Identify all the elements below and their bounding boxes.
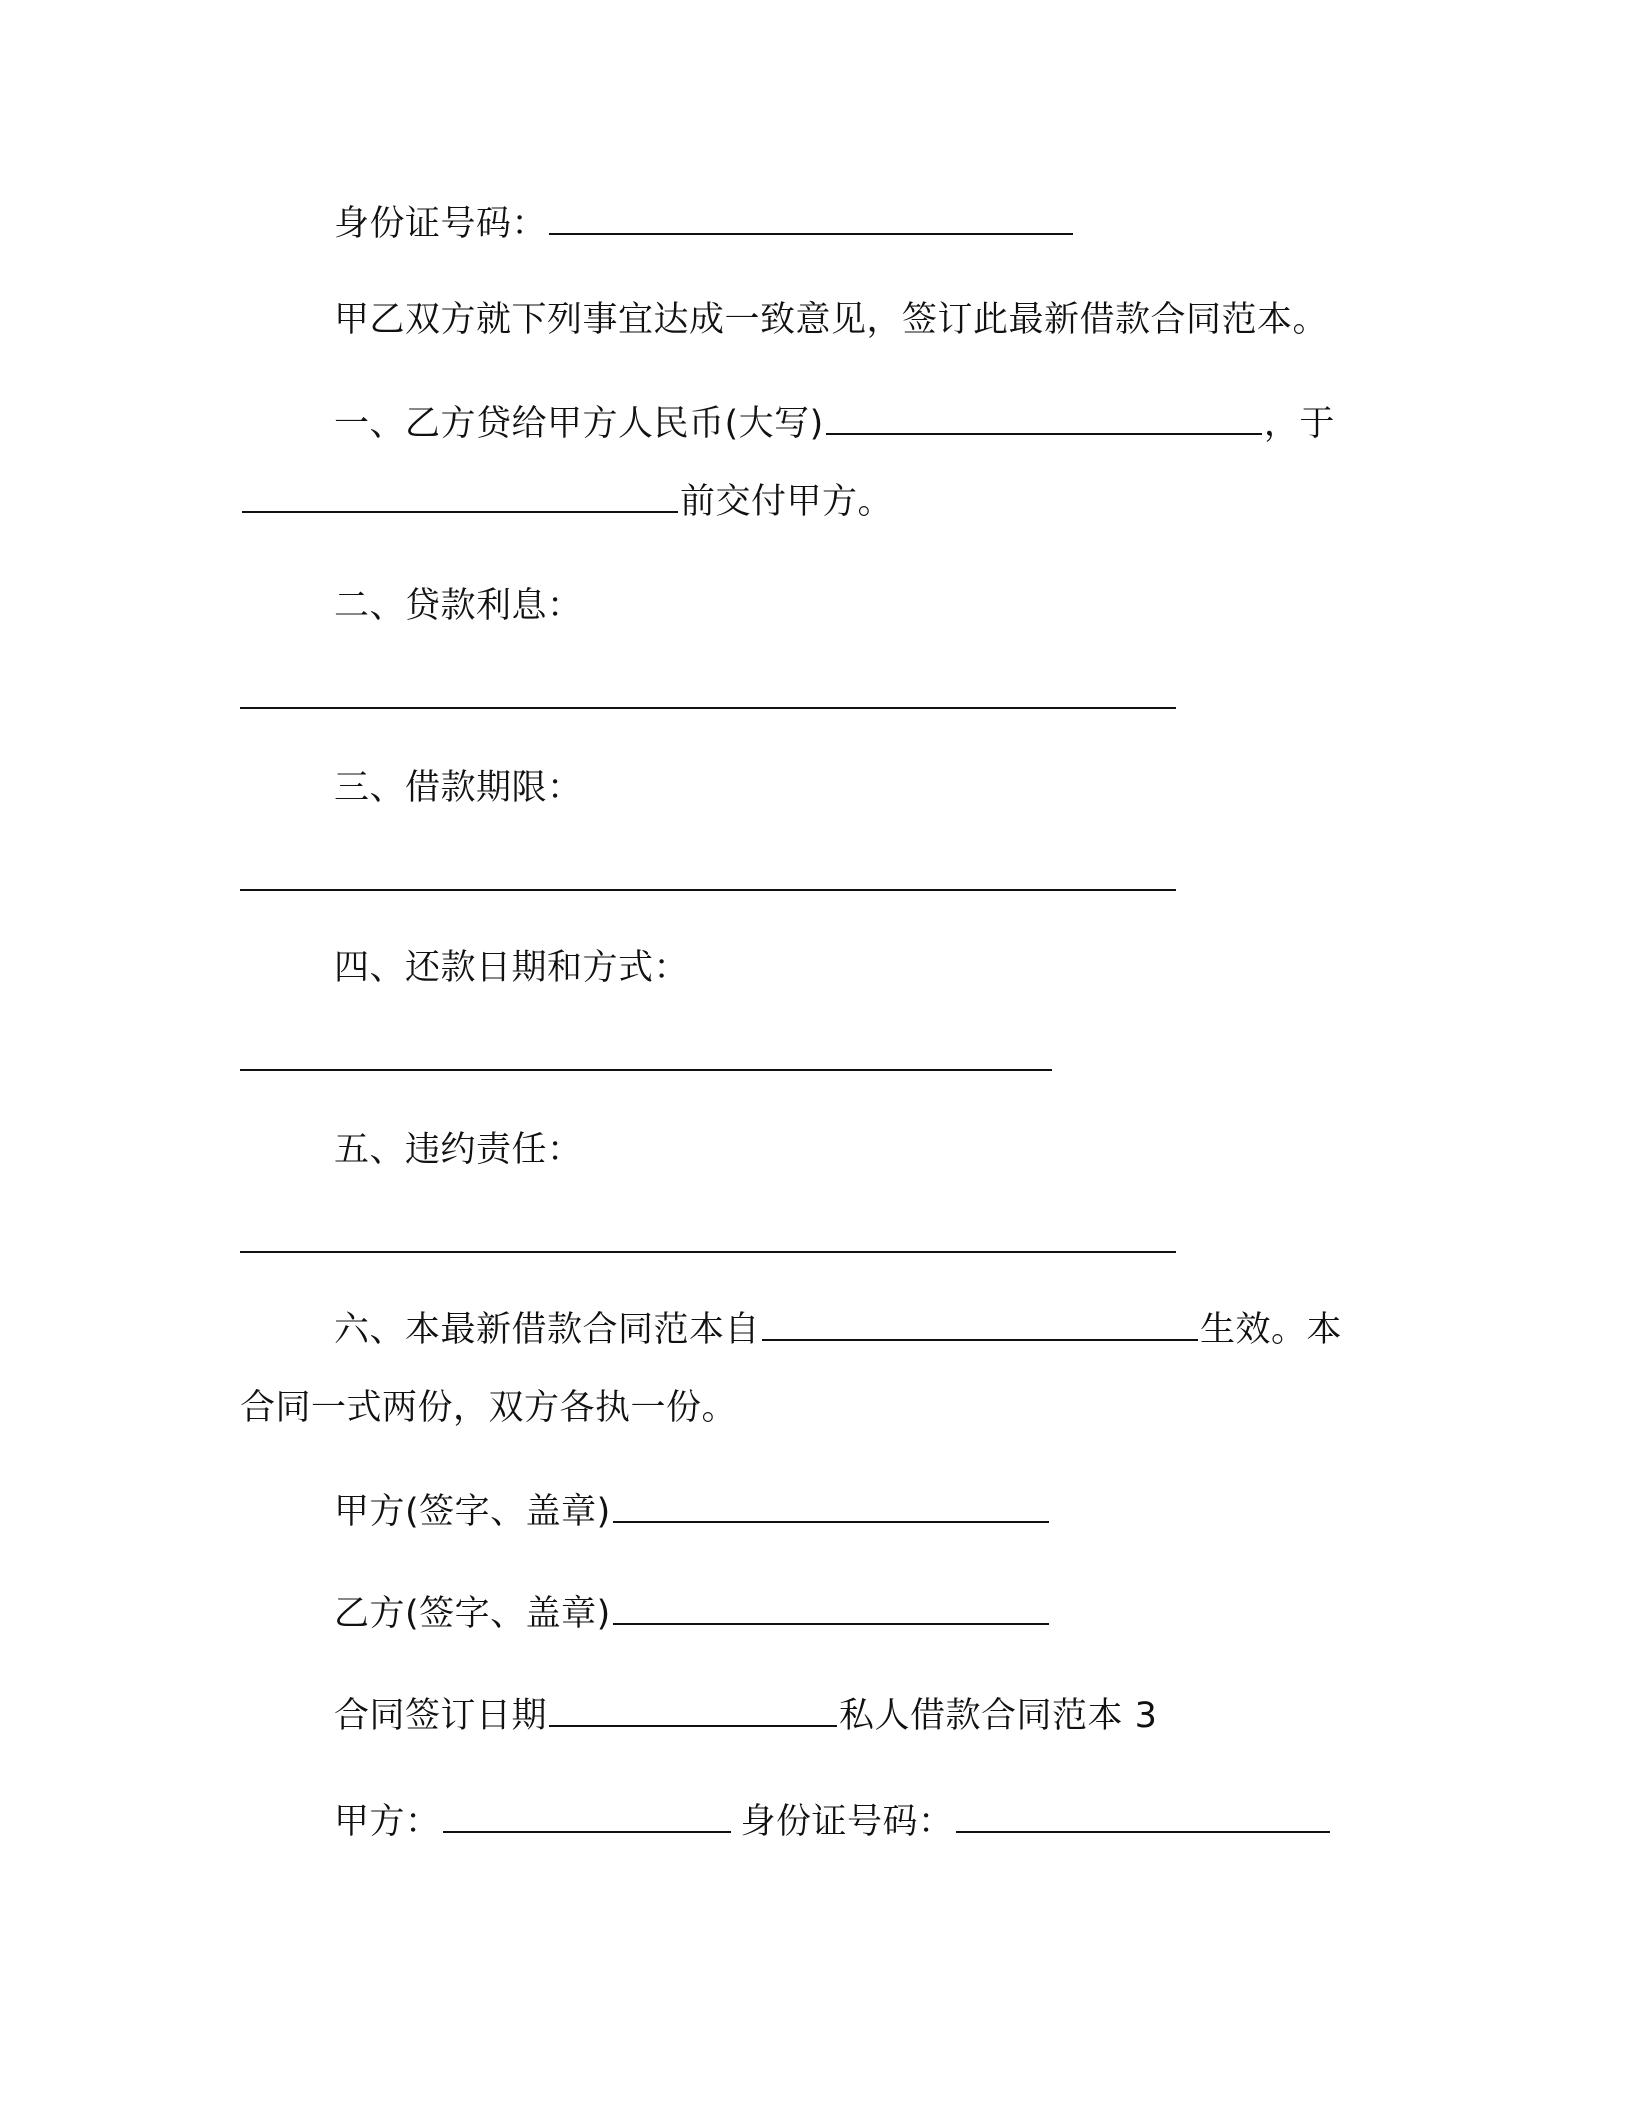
clause6-suffix: 生效。本 <box>1200 1310 1343 1350</box>
clause3-label: 三、借款期限： <box>334 768 583 808</box>
party-a-row <box>334 1800 1332 1844</box>
party-a-name-blank <box>443 1801 731 1833</box>
agreement-intro: 甲乙双方就下列事宜达成一致意见，签订此最新借款合同范本。 <box>334 300 1329 340</box>
next-contract-title: 私人借款合同范本 3 <box>839 1696 1158 1736</box>
liability-blank <box>240 1251 1176 1253</box>
party-a-id-label: 身份证号码： <box>740 1802 954 1842</box>
party-a-sign-blank <box>613 1491 1049 1523</box>
party-b-sign-row <box>334 1592 1051 1636</box>
clause1-row1 <box>334 402 1335 446</box>
clause2-label: 二、贷款利息： <box>334 586 583 626</box>
id-number-label: 身份证号码： <box>334 204 548 244</box>
sign-date-row <box>334 1694 1157 1738</box>
clause4-label: 四、还款日期和方式： <box>334 948 690 988</box>
clause6-row2: 合同一式两份，双方各执一份。 <box>240 1388 738 1428</box>
party-a-sign-row <box>334 1490 1051 1534</box>
party-a-sign-label: 甲方(签字、盖章) <box>334 1492 611 1532</box>
party-a-label: 甲方： <box>334 1802 441 1842</box>
repayment-blank <box>240 1069 1052 1071</box>
interest-blank <box>240 707 1176 709</box>
clause1-mid: ，于 <box>1263 404 1335 444</box>
clause6-prefix: 六、本最新借款合同范本自 <box>334 1310 761 1350</box>
party-a-id-blank <box>956 1801 1330 1833</box>
clause6-row1 <box>334 1308 1342 1352</box>
clause5-label: 五、违约责任： <box>334 1130 583 1170</box>
loan-amount-blank <box>826 403 1262 435</box>
party-b-sign-label: 乙方(签字、盖章) <box>334 1594 611 1634</box>
id-number-blank <box>549 203 1073 235</box>
sign-date-blank <box>549 1695 837 1727</box>
clause1-prefix: 一、乙方贷给甲方人民币(大写) <box>334 404 824 444</box>
delivery-date-blank <box>242 481 678 513</box>
id-number-row <box>334 202 1075 246</box>
effective-date-blank <box>762 1309 1198 1341</box>
clause1-row2 <box>240 480 893 524</box>
term-blank <box>240 889 1176 891</box>
sign-date-label: 合同签订日期 <box>334 1696 548 1736</box>
party-b-sign-blank <box>613 1593 1049 1625</box>
clause1-suffix: 前交付甲方。 <box>680 482 894 522</box>
